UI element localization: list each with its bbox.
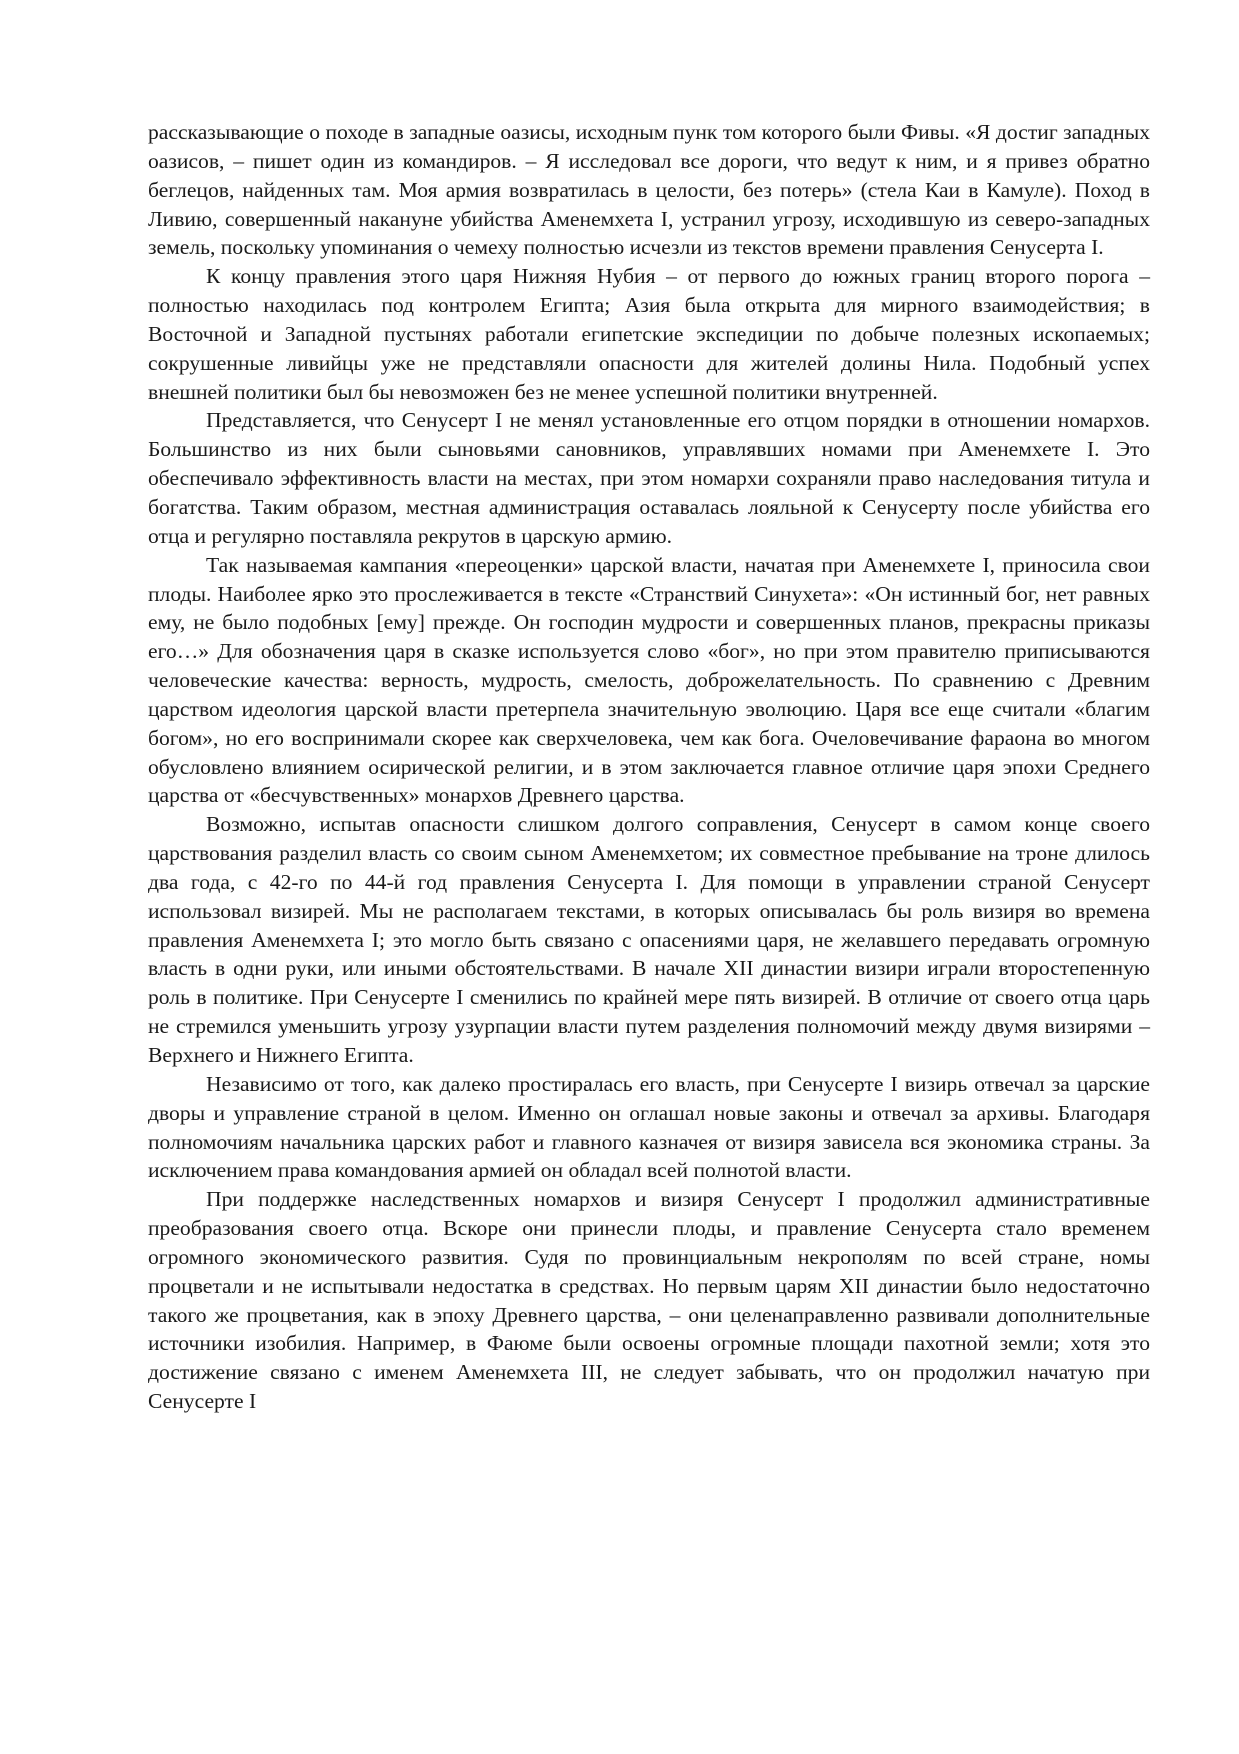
paragraph-nomarchs: Представляется, что Сенусерт I не менял установленные его отцом порядки в отношении номархов. Большинство из них были сыновьями сановников, управлявших номами при Аменемхете I. Это обеспечивало эффективность власти на местах, при этом номархи сохраняли право наследования титула и богатства. Таким образом, местная администрация оставалась лояльной к Сенусерту после убийства его отца и регулярно поставляла рекрутов в царскую армию.: [148, 408, 1150, 548]
document-page: [148, 118, 1150, 1416]
paragraph-coregency-viziers: Возможно, испытав опасности слишком долгого соправления, Сенусерт в самом конце своего царствования разделил власть со своим сыном Аменемхетом; их совместное пребывание на троне длилось два года, с 42-го по 44-й год правления Сенусерта I. Для помощи в управлении страной Сенусерт использовал визирей. Мы не располагаем текстами, в которых описывалась бы роль визиря во времена правления Аменемхета I; это могло быть связано с опасениями царя, не желавшего передавать огромную власть в одни руки, или иными обстоятельствами. В начале XII династии визири играли второстепенную роль в политике. При Сенусерте I сменились по крайней мере пять визирей. В отличие от своего отца царь не стремился уменьшить угрозу узурпации власти путем разделения полномочий между двумя визирями – Верхнего и Нижнего Египта.: [148, 812, 1150, 1067]
paragraph-economic-development: При поддержке наследственных номархов и визиря Сенусерт I продолжил административные преобразования своего отца. Вскоре они принесли плоды, и правление Сенусерта стало временем огромного экономического развития. Судя по провинциальным некрополям по всей стране, номы процветали и не испытывали недостатка в средствах. Но первым царям XII династии было недостаточно такого же процветания, как в эпоху Древнего царства, – они целенаправленно развивали дополнительные источники изобилия. Например, в Фаюме были освоены огромные площади пахотной земли; хотя это достижение связано с именем Аменемхета III, не следует забывать, что он продолжил начатую при Сенусерте I: [148, 1187, 1150, 1414]
paragraph-nubia-control: К концу правления этого царя Нижняя Нубия – от первого до южных границ второго порога – полностью находилась под контролем Египта; Азия была открыта для мирного взаимодействия; в Восточной и Западной пустынях работали египетские экспедиции по добыче полезных ископаемых; сокрушенные ливийцы уже не представляли опасности для жителей долины Нила. Подобный успех внешней политики был бы невозможен без не менее успешной политики внутренней.: [148, 264, 1150, 404]
paragraph-western-oases: рассказывающие о походе в западные оазисы, исходным пунк том которого были Фивы. «Я достиг западных оазисов, – пишет один из командиров. – Я исследовал все дороги, что ведут к ним, и я привез обратно беглецов, найденных там. Моя армия возвратилась в целости, без потерь» (стела Каи в Камуле). Поход в Ливию, совершенный накануне убийства Аменемхета I, устранил угрозу, исходившую из северо-западных земель, поскольку упоминания о чемеху полностью исчезли из текстов времени правления Сенусерта I.: [148, 120, 1150, 260]
paragraph-vizier-powers: Независимо от того, как далеко простиралась его власть, при Сенусерте I визирь отвечал за царские дворы и управление страной в целом. Именно он оглашал новые законы и отвечал за архивы. Благодаря полномочиям начальника царских работ и главного казначея от визиря зависела вся экономика страны. За исключением права командования армией он обладал всей полнотой власти.: [148, 1071, 1150, 1183]
paragraph-royal-ideology: Так называемая кампания «переоценки» царской власти, начатая при Аменемхете I, приносила свои плоды. Наиболее ярко это прослеживается в тексте «Странствий Синухета»: «Он истинный бог, нет равных ему, не было подобных [ему] прежде. Он господин мудрости и совершенных планов, прекрасны приказы его…» Для обозначения царя в сказке используется слово «бог», но при этом правителю приписываются человеческие качества: верность, мудрость, смелость, доброжелательность. По сравнению с Древним царством идеология царской власти претерпела значительную эволюцию. Царя все еще считали «благим богом», но его воспринимали скорее как сверхчеловека, чем как бога. Очеловечивание фараона во многом обусловлено влиянием осирической религии, и в этом заключается главное отличие царя эпохи Среднего царства от «бесчувственных» монархов Древнего царства.: [148, 552, 1150, 808]
